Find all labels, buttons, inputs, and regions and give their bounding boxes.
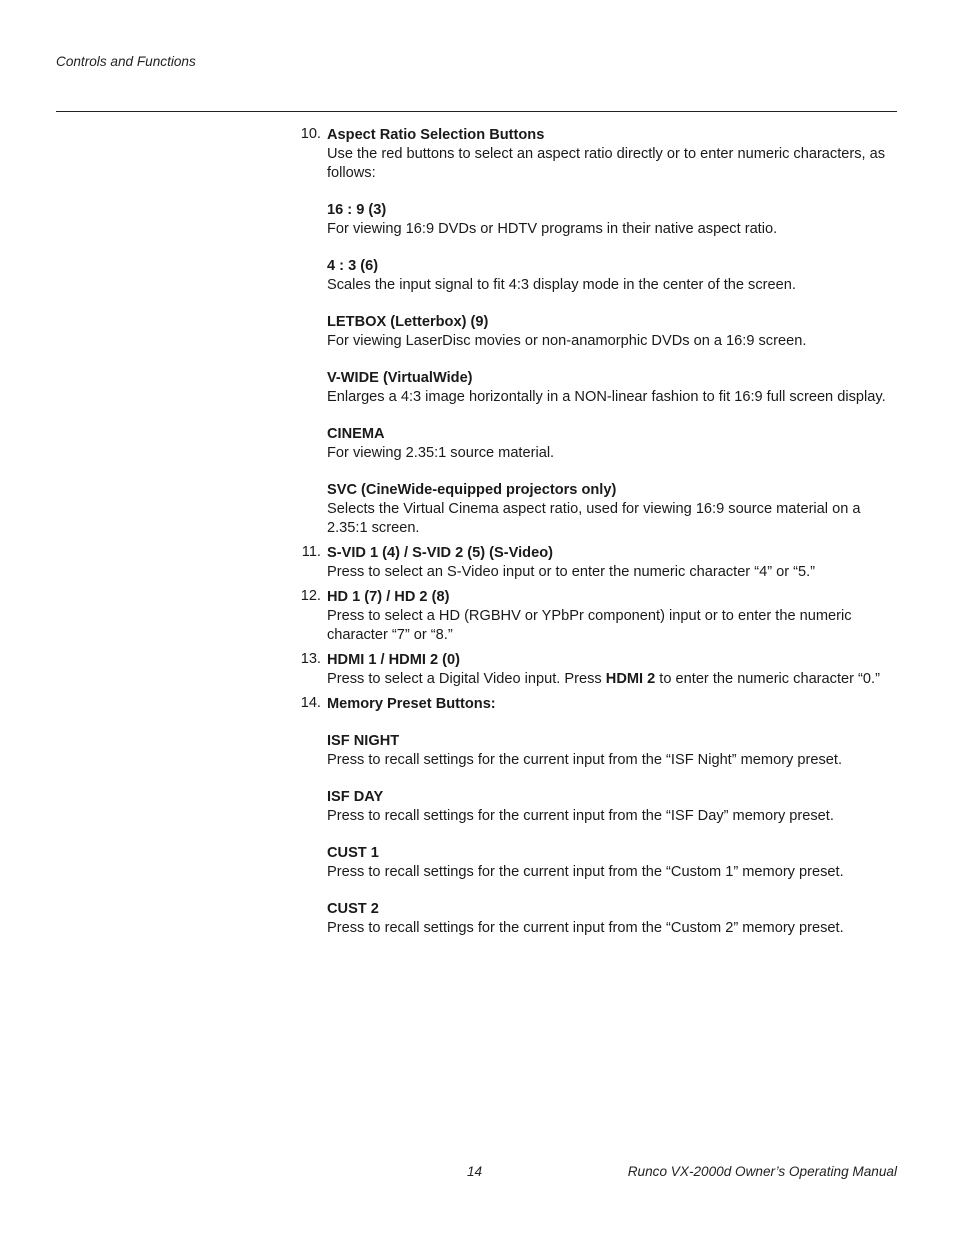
- subitem-isf-night: [327, 732, 899, 770]
- subitem-title: SVC (CineWide-equipped projectors only): [327, 482, 617, 498]
- subitem-title: CUST 1: [327, 845, 379, 861]
- item-body: Use the red buttons to select an aspect ratio directly or to enter numeric characters, as follows:: [327, 146, 886, 181]
- subitem-body: Press to recall settings for the current input from the “Custom 1” memory preset.: [327, 864, 844, 880]
- item-title: Memory Preset Buttons:: [327, 696, 496, 712]
- list-item-13: [0, 651, 954, 689]
- subitem-title: LETBOX (Letterbox) (9): [327, 314, 489, 330]
- subitem-16-9: [327, 201, 899, 239]
- item-title: Aspect Ratio Selection Buttons: [327, 127, 545, 143]
- item-number: 12.: [300, 588, 321, 604]
- subitem-cust-1: [327, 844, 899, 882]
- subitem-body: Scales the input signal to fit 4:3 display mode in the center of the screen.: [327, 277, 796, 293]
- subitem-title: 4 : 3 (6): [327, 258, 379, 274]
- subitem-body: For viewing LaserDisc movies or non-anamorphic DVDs on a 16:9 screen.: [327, 333, 807, 349]
- subitem-cinema: [327, 425, 899, 463]
- item-number: 14.: [300, 695, 321, 711]
- subitem-title: V-WIDE (VirtualWide): [327, 370, 473, 386]
- manual-content: [0, 126, 954, 938]
- item-body: Press to select an S-Video input or to enter the numeric character “4” or “5.”: [327, 564, 816, 580]
- item-title: S-VID 1 (4) / S-VID 2 (5) (S-Video): [327, 545, 553, 561]
- item-title: HDMI 1 / HDMI 2 (0): [327, 652, 460, 668]
- subitem-body: For viewing 2.35:1 source material.: [327, 445, 555, 461]
- subitem-cust-2: [327, 900, 899, 938]
- subitem-body: Press to recall settings for the current input from the “ISF Night” memory preset.: [327, 752, 843, 768]
- subitem-body: Press to recall settings for the current input from the “ISF Day” memory preset.: [327, 808, 834, 824]
- subitem-svc: [327, 481, 899, 538]
- subitem-title: ISF NIGHT: [327, 733, 400, 749]
- subitem-title: CUST 2: [327, 901, 379, 917]
- item-body-emphasis: HDMI 2: [605, 671, 656, 687]
- subitem-title: ISF DAY: [327, 789, 384, 805]
- item-number: 13.: [300, 651, 321, 667]
- item-number: 11.: [301, 544, 321, 560]
- item-title: HD 1 (7) / HD 2 (8): [327, 589, 450, 605]
- list-item-10: [0, 126, 954, 538]
- item-body-text: Press to select a Digital Video input. Press: [327, 671, 606, 687]
- subitem-4-3: [327, 257, 899, 295]
- list-item-14: [0, 695, 954, 938]
- subitem-body: Press to recall settings for the current input from the “Custom 2” memory preset.: [327, 920, 844, 936]
- item-number: 10.: [300, 126, 321, 142]
- item-body: Press to select a HD (RGBHV or YPbPr component) input or to enter the numeric character “7” or “8.”: [327, 608, 852, 643]
- subitem-body: For viewing 16:9 DVDs or HDTV programs in their native aspect ratio.: [327, 221, 778, 237]
- manual-title: Runco VX-2000d Owner’s Operating Manual: [627, 1164, 897, 1179]
- running-header-section: Controls and Functions: [56, 54, 196, 69]
- subitem-isf-day: [327, 788, 899, 826]
- item-body: [327, 670, 899, 689]
- item-body-text: to enter the numeric character “0.”: [655, 671, 880, 687]
- list-item-12: [0, 588, 954, 645]
- subitem-body: Selects the Virtual Cinema aspect ratio, used for viewing 16:9 source material on a 2.35:1 screen.: [327, 501, 861, 536]
- subitem-title: CINEMA: [327, 426, 385, 442]
- subitem-v-wide: [327, 369, 899, 407]
- subitem-title: 16 : 9 (3): [327, 202, 387, 218]
- subitem-letterbox: [327, 313, 899, 351]
- subitem-body: Enlarges a 4:3 image horizontally in a NON-linear fashion to fit 16:9 full screen display.: [327, 389, 886, 405]
- page-number: 14: [467, 1164, 483, 1179]
- header-divider: [56, 111, 897, 112]
- list-item-11: [0, 544, 954, 582]
